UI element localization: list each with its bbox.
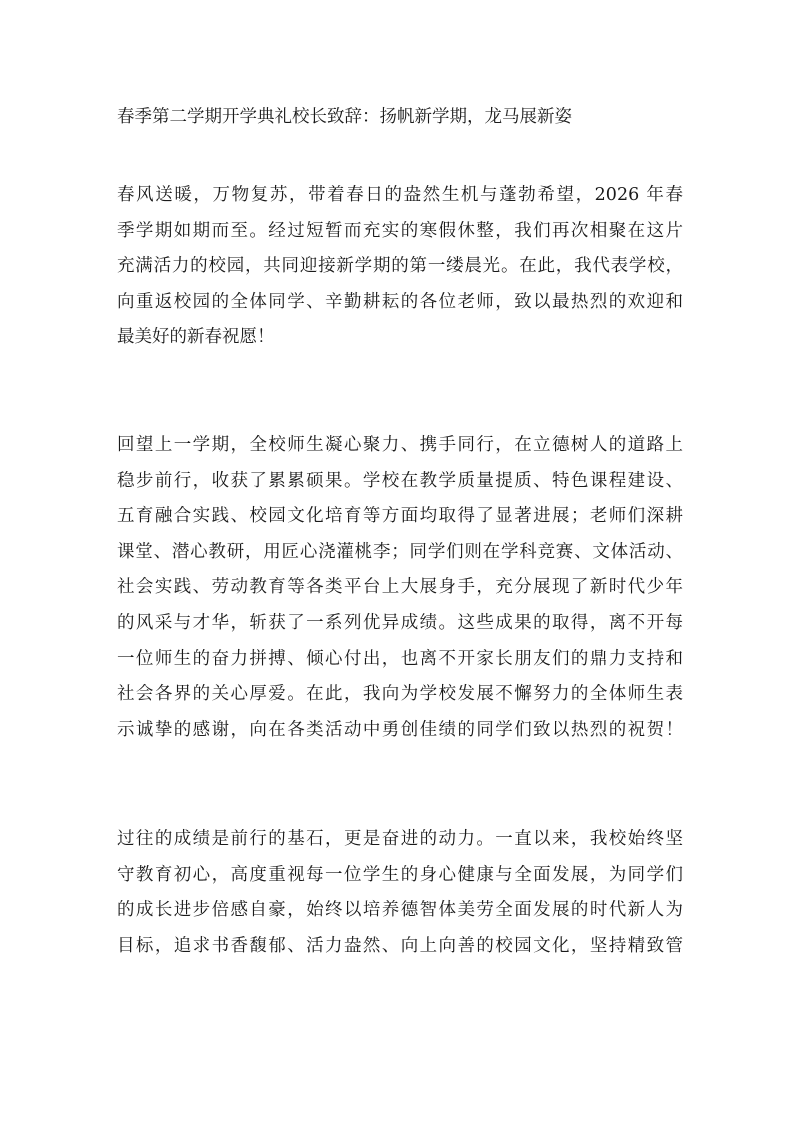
text-line: 季学期如期而至。经过短暂而充实的寒假休整，我们再次相聚在这片 xyxy=(117,220,683,241)
text-line: 社会各界的关心厚爱。在此，我向为学校发展不懈努力的全体师生表 xyxy=(117,684,683,705)
text-line: 充满活力的校园，共同迎接新学期的第一缕晨光。在此，我代表学校， xyxy=(117,256,683,277)
paragraph-2 xyxy=(117,428,683,748)
text-line: 稳步前行，收获了累累硕果。学校在教学质量提质、特色课程建设、 xyxy=(117,470,683,491)
text-line: 向重返校园的全体同学、辛勤耕耘的各位老师，致以最热烈的欢迎和 xyxy=(117,291,683,312)
text-line: 社会实践、劳动教育等各类平台上大展身手，充分展现了新时代少年 xyxy=(117,577,683,598)
text-line: 的成长进步倍感自豪，始终以培养德智体美劳全面发展的时代新人为 xyxy=(117,900,683,921)
text-line: 的风采与才华，斩获了一系列优异成绩。这些成果的取得，离不开每 xyxy=(117,612,683,633)
paragraph-1 xyxy=(117,178,683,356)
document-title: 春季第二学期开学典礼校长致辞：扬帆新学期，龙马展新姿 xyxy=(117,107,572,127)
text-line: 过往的成绩是前行的基石，更是奋进的动力。一直以来，我校始终坚 xyxy=(117,829,683,849)
paragraph-3 xyxy=(117,822,683,964)
text-line: 守教育初心，高度重视每一位学生的身心健康与全面发展，为同学们 xyxy=(117,864,683,885)
text-line: 回望上一学期，全校师生凝心聚力、携手同行，在立德树人的道路上 xyxy=(117,435,683,455)
text-line: 课堂、潜心教研，用匠心浇灌桃李；同学们则在学科竞赛、文体活动、 xyxy=(117,541,683,562)
text-line: 最美好的新春祝愿！ xyxy=(117,327,275,348)
text-line: 目标，追求书香馥郁、活力盎然、向上向善的校园文化，坚持精致管 xyxy=(117,935,683,956)
text-line: 春风送暖，万物复苏，带着春日的盎然生机与蓬勃希望，2026 年春 xyxy=(117,185,683,205)
text-line: 五育融合实践、校园文化培育等方面均取得了显著进展；老师们深耕 xyxy=(117,506,683,527)
text-line: 示诚挚的感谢，向在各类活动中勇创佳绩的同学们致以热烈的祝贺！ xyxy=(117,719,683,740)
text-line: 一位师生的奋力拼搏、倾心付出，也离不开家长朋友们的鼎力支持和 xyxy=(117,648,683,669)
